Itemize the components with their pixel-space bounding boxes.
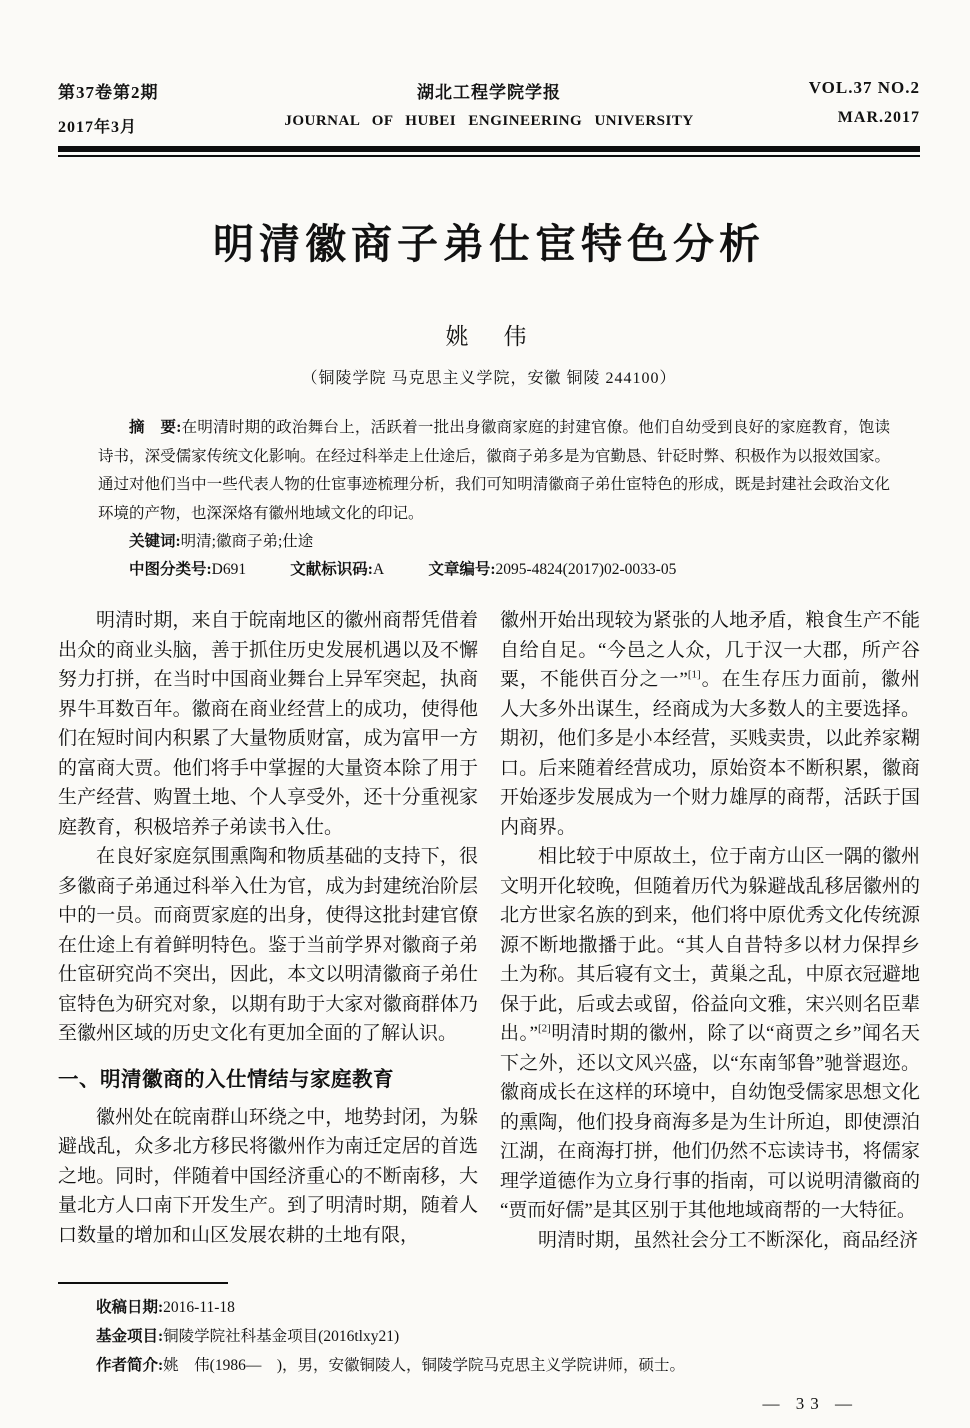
header-rule-thin (58, 155, 920, 157)
header-journal-name (233, 78, 745, 130)
journal-name-cn: 湖北工程学院学报 (417, 83, 561, 102)
header-rule-thick (58, 146, 920, 152)
body-paragraph: 明清时期，虽然社会分工不断深化，商品经济 (538, 1229, 919, 1251)
citation-ref: [1] (687, 668, 701, 681)
footnote-label: 基金项目: (96, 1328, 164, 1345)
footnote-line (96, 1322, 920, 1351)
article-front-matter (58, 414, 920, 584)
doc-code-group (290, 561, 384, 578)
citation-ref: [2] (537, 1022, 551, 1035)
clc-value: D691 (211, 561, 247, 578)
article-id-group (428, 561, 676, 578)
abstract-text: 在明清时期的政治舞台上，活跃着一批出身徽商家庭的封建官僚。他们自幼受到良好的家庭教育，饱读诗书，深受儒家传统文化影响。在经过科举走上仕途后，徽商子弟多是为官勤恳、针砭时弊、积极作为以报效国家。通过对他们当中一些代表人物的仕宦事迹梳理分析，我们可知明清徽商子弟仕宦特色的形成，既是封建社会政治文化环境的产物，也深深烙有徽州地域文化的印记。 (98, 419, 890, 522)
body-left-column (58, 606, 478, 1274)
footnote-label: 收稿日期: (96, 1299, 164, 1316)
header-issue-info (58, 78, 233, 137)
keywords-text: 明清;徽商子弟;仕途 (180, 533, 314, 550)
volume-issue: 第37卷第2期 (58, 83, 159, 102)
journal-header (58, 78, 920, 137)
footnote-text: 2016-11-18 (163, 1299, 235, 1316)
article-title: 明清徽商子弟仕宦特色分析 (213, 221, 765, 267)
footnotes (58, 1293, 920, 1380)
clc-group (129, 561, 246, 578)
footnote-rule (58, 1282, 228, 1284)
article-author: 姚 伟 (445, 324, 533, 349)
doc-code-value: A (372, 561, 385, 578)
section-heading: 一、明清徽商的入仕情结与家庭教育 (58, 1068, 394, 1091)
clc-label: 中图分类号: (129, 561, 212, 578)
body-right-column (500, 606, 920, 1274)
body-paragraph: 徽州开始出现较为紧张的人地矛盾，粮食生产不能自给自足。“今邑之人众，几于汉一大郡，所产谷粟，不能供百分之一”[1]。在生存压力面前，徽州人大多外出谋生，经商成为大多数人的主要选择。期初，他们多是小本经营，买贱卖贵，以此养家糊口。后来随着经营成功，原始资本不断积累，徽商开始逐步发展成为一个财力雄厚的商帮，活跃于国内商界。 (500, 610, 920, 838)
footnote-line (96, 1351, 920, 1380)
footnote-line (96, 1293, 920, 1322)
footnote-label: 作者简介: (96, 1357, 164, 1374)
classification-line (98, 556, 890, 584)
vol-no-en: VOL.37 NO.2 (808, 78, 920, 97)
abstract (98, 414, 890, 528)
header-vol-info (745, 78, 920, 127)
keywords (98, 528, 890, 556)
footnote-text: 姚 伟(1986— )，男，安徽铜陵人，铜陵学院马克思主义学院讲师，硕士。 (163, 1357, 685, 1374)
page-number: — 33 — (762, 1394, 858, 1413)
issue-date-en: MAR.2017 (837, 109, 920, 126)
journal-name-en: JOURNAL OF HUBEI ENGINEERING UNIVERSITY (284, 113, 694, 129)
article-id-label: 文章编号: (428, 561, 496, 578)
issue-date-cn: 2017年3月 (58, 119, 138, 136)
footnote-text: 铜陵学院社科基金项目(2016tlxy21) (163, 1328, 400, 1345)
body-paragraph: 相比较于中原故土，位于南方山区一隅的徽州文明开化较晚，但随着历代为躲避战乱移居徽州的北方世家名族的到来，他们将中原优秀文化传统源源不断地撒播于此。“其人自昔特多以材力保捍乡土为称。其后寝有文士，黄巢之乱，中原衣冠避地保于此，后或去或留，俗益向文雅，宋兴则名臣辈出。”[2]明清时期的徽州，除了以“商贾之乡”闻名天下之外，还以文风兴盛，以“东南邹鲁”驰誉遐迩。徽商成长在这样的环境中，自幼饱受儒家思想文化的熏陶，他们投身商海多是为生计所迫，即使漂泊江湖，在商海打拼，他们仍然不忘读诗书，将儒家理学道德作为立身行事的指南，可以说明清徽商的“贾而好儒”是其区别于其他地域商帮的一大特征。 (500, 846, 920, 1221)
body-paragraph: 在良好家庭氛围熏陶和物质基础的支持下，很多徽商子弟通过科举入仕为官，成为封建统治阶层中的一员。而商贾家庭的出身，使得这批封建官僚在仕途上有着鲜明特色。鉴于当前学界对徽商子弟仕宦研究尚不突出，因此，本文以明清徽商子弟仕宦特色为研究对象，以期有助于大家对徽商群体乃至徽州区域的历史文化有更加全面的了解认识。 (58, 846, 478, 1044)
article-body (58, 606, 920, 1274)
abstract-label: 摘 要: (129, 419, 182, 436)
keywords-label: 关键词: (129, 533, 181, 550)
article-id-value: 2095-4824(2017)02-0033-05 (495, 561, 677, 578)
body-paragraph: 徽州处在皖南群山环绕之中，地势封闭，为躲避战乱，众多北方移民将徽州作为南迁定居的首选之地。同时，伴随着中国经济重心的不断南移，大量北方人口南下开发生产。到了明清时期，随着人口数量的增加和山区发展农耕的土地有限， (58, 1106, 478, 1246)
doc-code-label: 文献标识码: (290, 561, 373, 578)
article-affiliation: （铜陵学院 马克思主义学院，安徽 铜陵 244100） (301, 370, 677, 387)
body-paragraph: 明清时期，来自于皖南地区的徽州商帮凭借着出众的商业头脑，善于抓住历史发展机遇以及不懈努力打拼，在当时中国商业舞台上异军突起，执商界牛耳数百年。徽商在商业经营上的成功，使得他们在短时间内积累了大量物质财富，成为富甲一方的富商大贾。他们将手中掌握的大量资本除了用于生产经营、购置土地、个人享受外，还十分重视家庭教育，积极培养子弟读书入仕。 (58, 610, 478, 838)
